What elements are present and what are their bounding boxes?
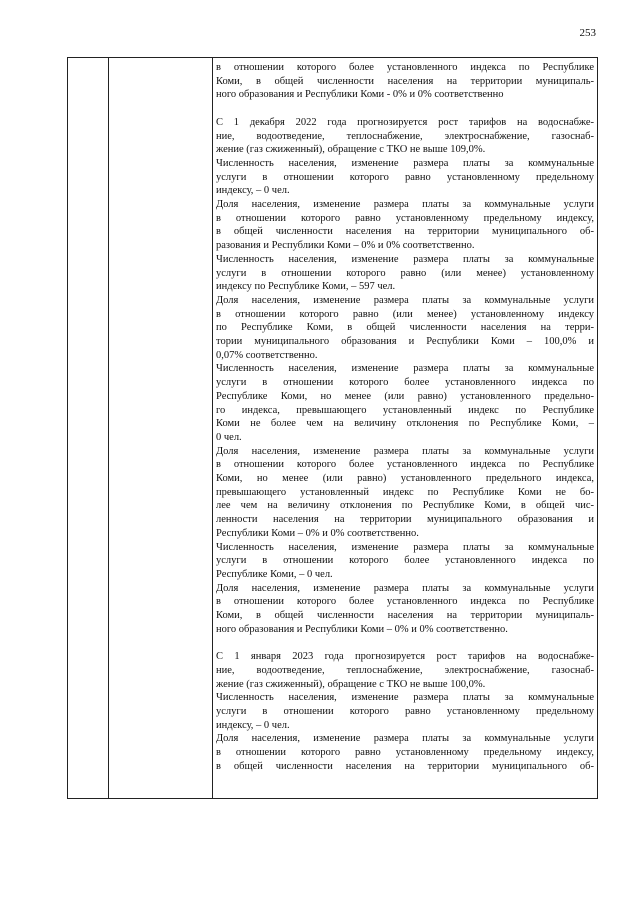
text-line: ние, водоотведение, теплоснабжение, электроснабжение, газоснаб- <box>216 664 594 676</box>
text-line: Доля населения, изменение размера платы за коммунальные услуги <box>216 199 594 211</box>
text-line: услуги в отношении которого более установленного индекса по <box>216 377 594 389</box>
text-line: услуги в отношении которого равно установленному предельному <box>216 706 594 718</box>
paragraph-gap <box>216 102 594 116</box>
text-line: Доля населения, изменение размера платы за коммунальные услуги <box>216 445 594 457</box>
text-line: ленности населения на территории муниципального образования и <box>216 514 594 526</box>
document-table <box>67 57 598 799</box>
text-line: С 1 декабря 2022 года прогнозируется рост тарифов на водоснабже- <box>216 116 594 128</box>
text-line: в отношении которого более установленного индекса по Республике <box>216 596 594 608</box>
text-line: в отношении которого равно установленному предельному индексу, <box>216 212 594 224</box>
text-line: Доля населения, изменение размера платы за коммунальные услуги <box>216 733 594 745</box>
column-divider-1 <box>108 58 109 798</box>
column-divider-2 <box>212 58 213 798</box>
text-line: в отношении которого более установленного индекса по Республике <box>216 62 594 73</box>
text-line: Численность населения, изменение размера платы за коммунальные <box>216 692 594 704</box>
text-line: в отношении которого более установленного индекса по Республике <box>216 459 594 471</box>
text-line: Коми, но менее (или равно) установленного предельного индекса, <box>216 473 594 485</box>
text-line: Республике Коми, – 0 чел. <box>216 569 333 580</box>
text-line: Доля населения, изменение размера платы за коммунальные услуги <box>216 294 594 306</box>
text-line: по Республике Коми, в общей численности населения на терри- <box>216 322 594 334</box>
text-line: тории муниципального образования и Республики Коми – 100,0% и <box>216 336 594 348</box>
text-line: услуги в отношении которого более установленного индекса по <box>216 555 594 567</box>
text-line: ного образования и Республики Коми – 0% и 0% соответственно. <box>216 623 508 635</box>
text-line: С 1 января 2023 года прогнозируется рост тарифов на водоснабже- <box>216 651 594 663</box>
text-line: Коми не более чем на величину отклонения по Республике Коми, – <box>216 418 594 430</box>
text-line: Коми, в общей численности населения на территории муниципаль- <box>216 75 594 87</box>
text-line: Численность населения, изменение размера платы за коммунальные <box>216 363 594 375</box>
text-line: жение (газ сжиженный), обращение с ТКО не выше 100,0%. <box>216 678 486 690</box>
text-line: Республики Коми – 0% и 0% соответственно. <box>216 527 419 539</box>
text-line: в общей численности населения на территории муниципального об- <box>216 226 594 238</box>
text-line: Республике Коми, но менее (или равно) установленного предельно- <box>216 390 594 402</box>
text-line: в отношении которого равно (или менее) установленному индексу <box>216 308 594 320</box>
text-line: Доля населения, изменение размера платы за коммунальные услуги <box>216 582 594 594</box>
text-line: услуги в отношении которого равно (или менее) установленному <box>216 267 594 279</box>
text-line: Численность населения, изменение размера платы за коммунальные <box>216 541 594 553</box>
text-line: в общей численности населения на территории муниципального об- <box>216 760 594 772</box>
paragraph-gap <box>216 637 594 651</box>
page-number: 253 <box>579 27 596 39</box>
text-line: в отношении которого равно установленному предельному индексу, <box>216 747 594 759</box>
text-line: превышающего установленный индекс по Республике Коми не бо- <box>216 486 594 498</box>
text-line: лее чем на величину отклонения по Республике Коми, в общей чис- <box>216 500 594 512</box>
text-line: Численность населения, изменение размера платы за коммунальные <box>216 157 594 169</box>
text-line: Коми, в общей численности населения на территории муниципаль- <box>216 610 594 622</box>
text-line: 0,07% соответственно. <box>216 349 318 361</box>
text-line: услуги в отношении которого равно установленному предельному <box>216 171 594 183</box>
text-line: ного образования и Республики Коми - 0% и 0% соответственно <box>216 89 504 101</box>
text-line: индексу, – 0 чел. <box>216 719 290 731</box>
text-line: го индекса, превышающего установленный индекс по Республике <box>216 404 594 416</box>
text-line: индексу по Республике Коми, – 597 чел. <box>216 281 396 293</box>
text-line: разования и Республики Коми – 0% и 0% соответственно. <box>216 240 475 252</box>
text-line: Численность населения, изменение размера платы за коммунальные <box>216 253 594 265</box>
text-line: жение (газ сжиженный), обращение с ТКО не выше 109,0%. <box>216 144 486 156</box>
table-cell-text <box>216 61 594 774</box>
text-line: индексу, – 0 чел. <box>216 185 290 197</box>
text-line: ние, водоотведение, теплоснабжение, электроснабжение, газоснаб- <box>216 130 594 142</box>
text-line: 0 чел. <box>216 431 242 443</box>
